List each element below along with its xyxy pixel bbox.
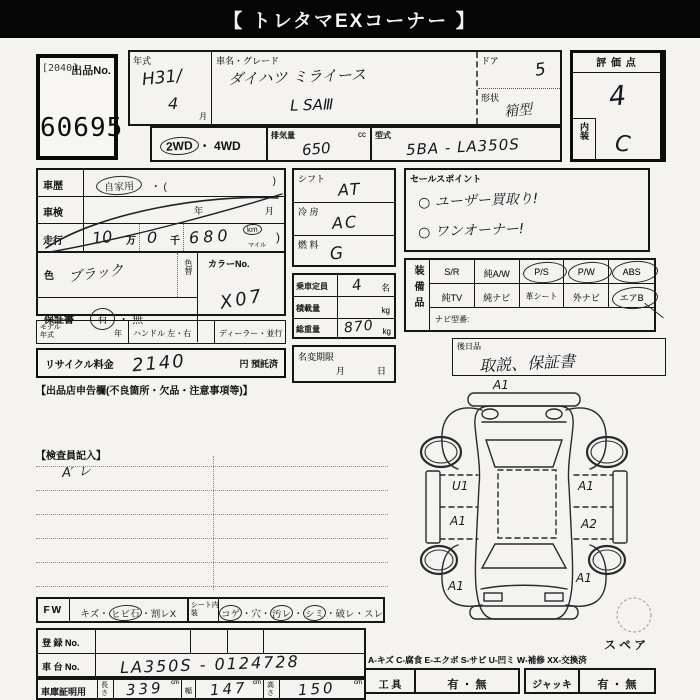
fw-opt-kizu: キズ・	[80, 609, 109, 620]
header-band	[0, 0, 700, 38]
spec-table	[128, 50, 562, 126]
damage-legend: A-キズ C-腐食 E-エクボ S-サビ U-凹ミ W-補修 XX-交換済	[368, 655, 587, 665]
writing-line	[36, 500, 388, 515]
equip-extnavi: 外ナビ	[564, 284, 609, 307]
maker-model-value: ダイハツ ミライース	[227, 65, 367, 89]
reg-no-value	[96, 630, 364, 653]
roof-dashed	[498, 470, 556, 538]
grade-value: L SAⅢ	[289, 95, 334, 115]
warranty-yes-circled: 有	[89, 307, 115, 330]
year-value: H31/	[141, 65, 184, 91]
shape-value: 箱型	[503, 101, 533, 121]
wheel-front-left-inner	[425, 550, 453, 570]
modelyear-unit: 年	[114, 329, 122, 338]
front-detail-left	[484, 593, 502, 601]
km-unit-circled: km	[243, 224, 262, 236]
fw-seat-row	[36, 597, 385, 623]
mileage-rest-value: 680	[188, 225, 233, 248]
rename-label: 名変期限	[298, 352, 335, 362]
spare-label: スペア	[604, 638, 650, 652]
rename-day-unit: 日	[376, 366, 386, 376]
capacity-table	[292, 273, 396, 339]
reg-divider	[190, 630, 191, 653]
damage-mark-top: A1	[493, 378, 509, 392]
rating-header	[573, 53, 660, 73]
wheel-rear-right-inner	[591, 441, 623, 463]
color-no-label: カラーNo.	[208, 259, 250, 269]
nav-model-label: ナビ型番:	[435, 315, 470, 324]
weight-unit: kg	[382, 327, 391, 336]
seat-opt-koge-circled: コゲ	[219, 604, 243, 621]
fw-options	[70, 599, 187, 621]
later-items-box	[452, 338, 666, 376]
recycle-label: リサイクル料金	[45, 359, 114, 371]
drive-cell	[150, 126, 268, 162]
wheel-front-right-inner	[593, 550, 621, 570]
rear-window	[486, 440, 562, 467]
model-code-value: 5BA - LA350S	[405, 135, 521, 159]
mileage-sen-value: 0	[147, 228, 158, 247]
equipment-box	[404, 258, 656, 332]
dealer-label: ディーラー・並行	[219, 329, 283, 338]
displacement-label: 排気量	[271, 131, 295, 140]
fw-opt-ware: ・割レX	[141, 609, 177, 620]
shaken-strike-mark	[40, 186, 286, 256]
drive-sep: ・	[198, 139, 211, 153]
page-title: 【 トレタマEXコーナー 】	[223, 10, 477, 32]
side-sill-left	[426, 471, 440, 543]
history-value-circled: 自家用	[96, 175, 143, 196]
equip-navi: 純ナビ	[475, 284, 520, 307]
shaken-month-unit: 月	[264, 206, 274, 216]
vin-value: LA350S - 0124728	[119, 651, 301, 678]
damage-mark-front-left: A1	[448, 579, 464, 593]
name-label: 車名・グレード	[216, 56, 280, 66]
shaken-year-unit: 年	[194, 206, 204, 216]
jack-label: ジャッキ	[526, 670, 580, 692]
shift-value: AT	[337, 179, 363, 200]
year-cell	[130, 52, 212, 124]
front-bumper	[470, 606, 578, 619]
reg-divider	[227, 630, 228, 653]
seats-value: 4	[350, 275, 363, 295]
damage-mark-left-upper: U1	[452, 479, 469, 493]
interior-label: 内装	[579, 122, 589, 140]
jack-options: 有 ・ 無	[597, 679, 637, 691]
seat-interior-label: シート内装	[190, 602, 219, 618]
writing-line	[36, 476, 388, 491]
equip-sr: S/R	[430, 260, 475, 283]
weight-value: 870	[343, 317, 375, 337]
tools-label: 工 具	[366, 670, 416, 692]
interior-value: C	[614, 131, 632, 158]
equipment-label: 装備品	[412, 265, 423, 313]
rear-deck-detail	[482, 409, 498, 419]
modelyear-row	[36, 320, 286, 344]
exhibit-number-box	[36, 54, 124, 160]
color-value: ブラック	[67, 262, 125, 286]
reg-no-label: 登 録 No.	[38, 630, 96, 653]
car-damage-diagram	[398, 378, 674, 646]
sales-points-box	[404, 168, 650, 252]
equip-pw: P/W	[564, 260, 609, 283]
width-label: 幅	[182, 680, 196, 698]
vin-label: 車 台 No.	[38, 654, 96, 676]
tools-options: 有 ・ 無	[447, 679, 487, 691]
seat-opt-sep: ・	[293, 609, 303, 620]
model-code-label: 型式	[375, 131, 391, 140]
writing-line	[36, 524, 388, 539]
mile-unit: マイル	[248, 243, 266, 249]
writing-line	[36, 572, 388, 587]
weight-label: 総重量	[294, 319, 338, 338]
inspector-note: A′ レ	[61, 464, 92, 481]
height-value: 150	[297, 678, 337, 700]
shape-label: 形状	[481, 93, 500, 103]
seat-opt-yabure: ・破レ・スレ	[325, 609, 383, 620]
width-value: 147	[209, 678, 249, 700]
fuel-label: 燃 料	[298, 240, 319, 250]
equip-abs: ABS	[622, 267, 641, 277]
length-cm: cm	[171, 680, 179, 686]
model-code-cell	[370, 126, 562, 162]
rear-deck-detail	[546, 409, 562, 419]
width-cm: cm	[253, 680, 261, 686]
color-row	[38, 253, 197, 298]
windshield	[482, 544, 566, 568]
year-label: 年式	[133, 56, 152, 66]
equip-aw: 純A/W	[475, 260, 520, 283]
recolor-label: 色替	[184, 259, 193, 275]
seats-label: 乗車定員	[294, 275, 338, 296]
rename-box	[292, 345, 396, 383]
height-label: 高さ	[267, 682, 274, 697]
height-cm: cm	[354, 680, 362, 686]
rating-box	[570, 50, 666, 162]
recycle-box	[36, 348, 286, 378]
recycle-value: 2140	[130, 350, 187, 376]
drive-options	[160, 137, 241, 155]
damage-mark-right-upper: A1	[578, 479, 594, 493]
handle-label: ハンドル 左・右	[129, 321, 215, 343]
writing-line	[36, 452, 388, 467]
sales-points-label: セールスポイント	[410, 174, 482, 184]
door-shape-divider	[478, 88, 560, 89]
registration-table	[36, 628, 366, 678]
equip-ps: P/S	[520, 260, 565, 283]
door-value: 5	[533, 59, 548, 81]
vin-row	[38, 651, 364, 678]
displacement-cell	[266, 126, 372, 162]
warranty-label: 保証書	[44, 315, 74, 326]
length-label: 長さ	[101, 682, 108, 697]
fw-opt-hibi-circled: ヒビ石	[108, 604, 141, 622]
ac-label: 冷 房	[298, 207, 319, 217]
sen-unit: 千	[170, 236, 180, 247]
garage-row	[36, 678, 366, 700]
drive-4wd: 4WD	[214, 139, 241, 153]
door-label: ドア	[481, 56, 499, 66]
fw-label: FW	[38, 599, 70, 621]
exhibit-tag: [2040]	[42, 63, 79, 74]
damage-mark-front-right: A1	[576, 571, 592, 585]
seats-unit: 名	[380, 283, 390, 293]
exhibit-label: 出品No.	[71, 65, 111, 77]
wheel-rear-left-inner	[425, 441, 457, 463]
sales-point-line1: ○ ユーザー買取り!	[417, 190, 539, 212]
name-grade-cell	[212, 52, 476, 124]
reg-no-row	[38, 630, 364, 654]
month-unit: 月	[199, 112, 207, 121]
interior-label-cell	[573, 118, 596, 159]
year-month-value: 4	[168, 94, 179, 113]
seller-declaration-label: 【出品店申告欄(不良箇所・欠品・注意事項等)】	[36, 386, 253, 397]
damage-mark-right-lower: A2	[581, 517, 597, 531]
reg-divider	[263, 630, 264, 653]
damage-mark-left-lower: A1	[450, 514, 466, 528]
drivetrain-box	[292, 168, 396, 267]
spare-wheel-circle	[617, 598, 651, 632]
inspector-label: 【検査員記入】	[36, 451, 106, 462]
later-items-value: 取説、保証書	[478, 351, 576, 376]
length-value: 339	[125, 678, 165, 700]
later-items-label: 後日品	[457, 342, 481, 351]
history-label: 車歴	[38, 170, 84, 196]
ac-value: AC	[331, 212, 359, 233]
hood-front-line	[481, 585, 567, 589]
history-rest: ・ (	[150, 182, 167, 193]
color-no-value: X07	[218, 285, 266, 314]
seat-opt-yogore-circled: 汚レ	[270, 604, 294, 621]
fuel-value: G	[328, 243, 345, 265]
load-label: 積載量	[294, 297, 338, 318]
mileage-man-value: 10	[91, 226, 114, 249]
mileage-close: )	[276, 230, 280, 244]
rating-label: 評 価 点	[596, 58, 637, 69]
equip-airbag: エアB	[619, 293, 644, 303]
drive-2wd-circled: 2WD	[160, 136, 200, 156]
warranty-sep: ・	[118, 314, 130, 326]
seat-opt-shimi-circled: シミ	[303, 604, 327, 621]
recycle-unit: 円 預託済	[239, 358, 278, 369]
seat-opt-ana: ・穴・	[241, 609, 271, 620]
shift-label: シフト	[298, 174, 326, 184]
front-detail-right	[545, 593, 563, 601]
load-unit: kg	[381, 306, 390, 315]
door-shape-cell	[476, 52, 560, 124]
history-close: )	[272, 176, 276, 187]
color-label: 色	[44, 271, 54, 282]
writing-line-divider	[213, 456, 214, 590]
sales-point-line2: ○ ワンオーナー!	[417, 221, 525, 241]
rating-value: 4	[607, 80, 628, 113]
rename-month-unit: 月	[336, 366, 346, 376]
exhibit-number: 60695	[40, 113, 124, 143]
tools-box	[364, 668, 520, 694]
equip-leather: 革シート	[520, 284, 565, 307]
modelyear-label: モデル年式	[40, 324, 61, 340]
seat-options	[219, 599, 383, 621]
warranty-no: 無	[132, 314, 144, 326]
garage-label: 車庫証明用	[38, 680, 98, 698]
displacement-value: 650	[301, 138, 332, 160]
displacement-unit: cc	[358, 130, 366, 139]
man-unit: 万	[126, 236, 136, 247]
side-sill-right	[613, 471, 627, 543]
mileage-label: 走行	[38, 224, 84, 251]
rear-bumper	[468, 393, 580, 406]
shaken-label: 車検	[38, 197, 84, 223]
equip-tv: 純TV	[430, 284, 475, 307]
writing-line	[36, 548, 388, 563]
jack-box	[524, 668, 656, 694]
